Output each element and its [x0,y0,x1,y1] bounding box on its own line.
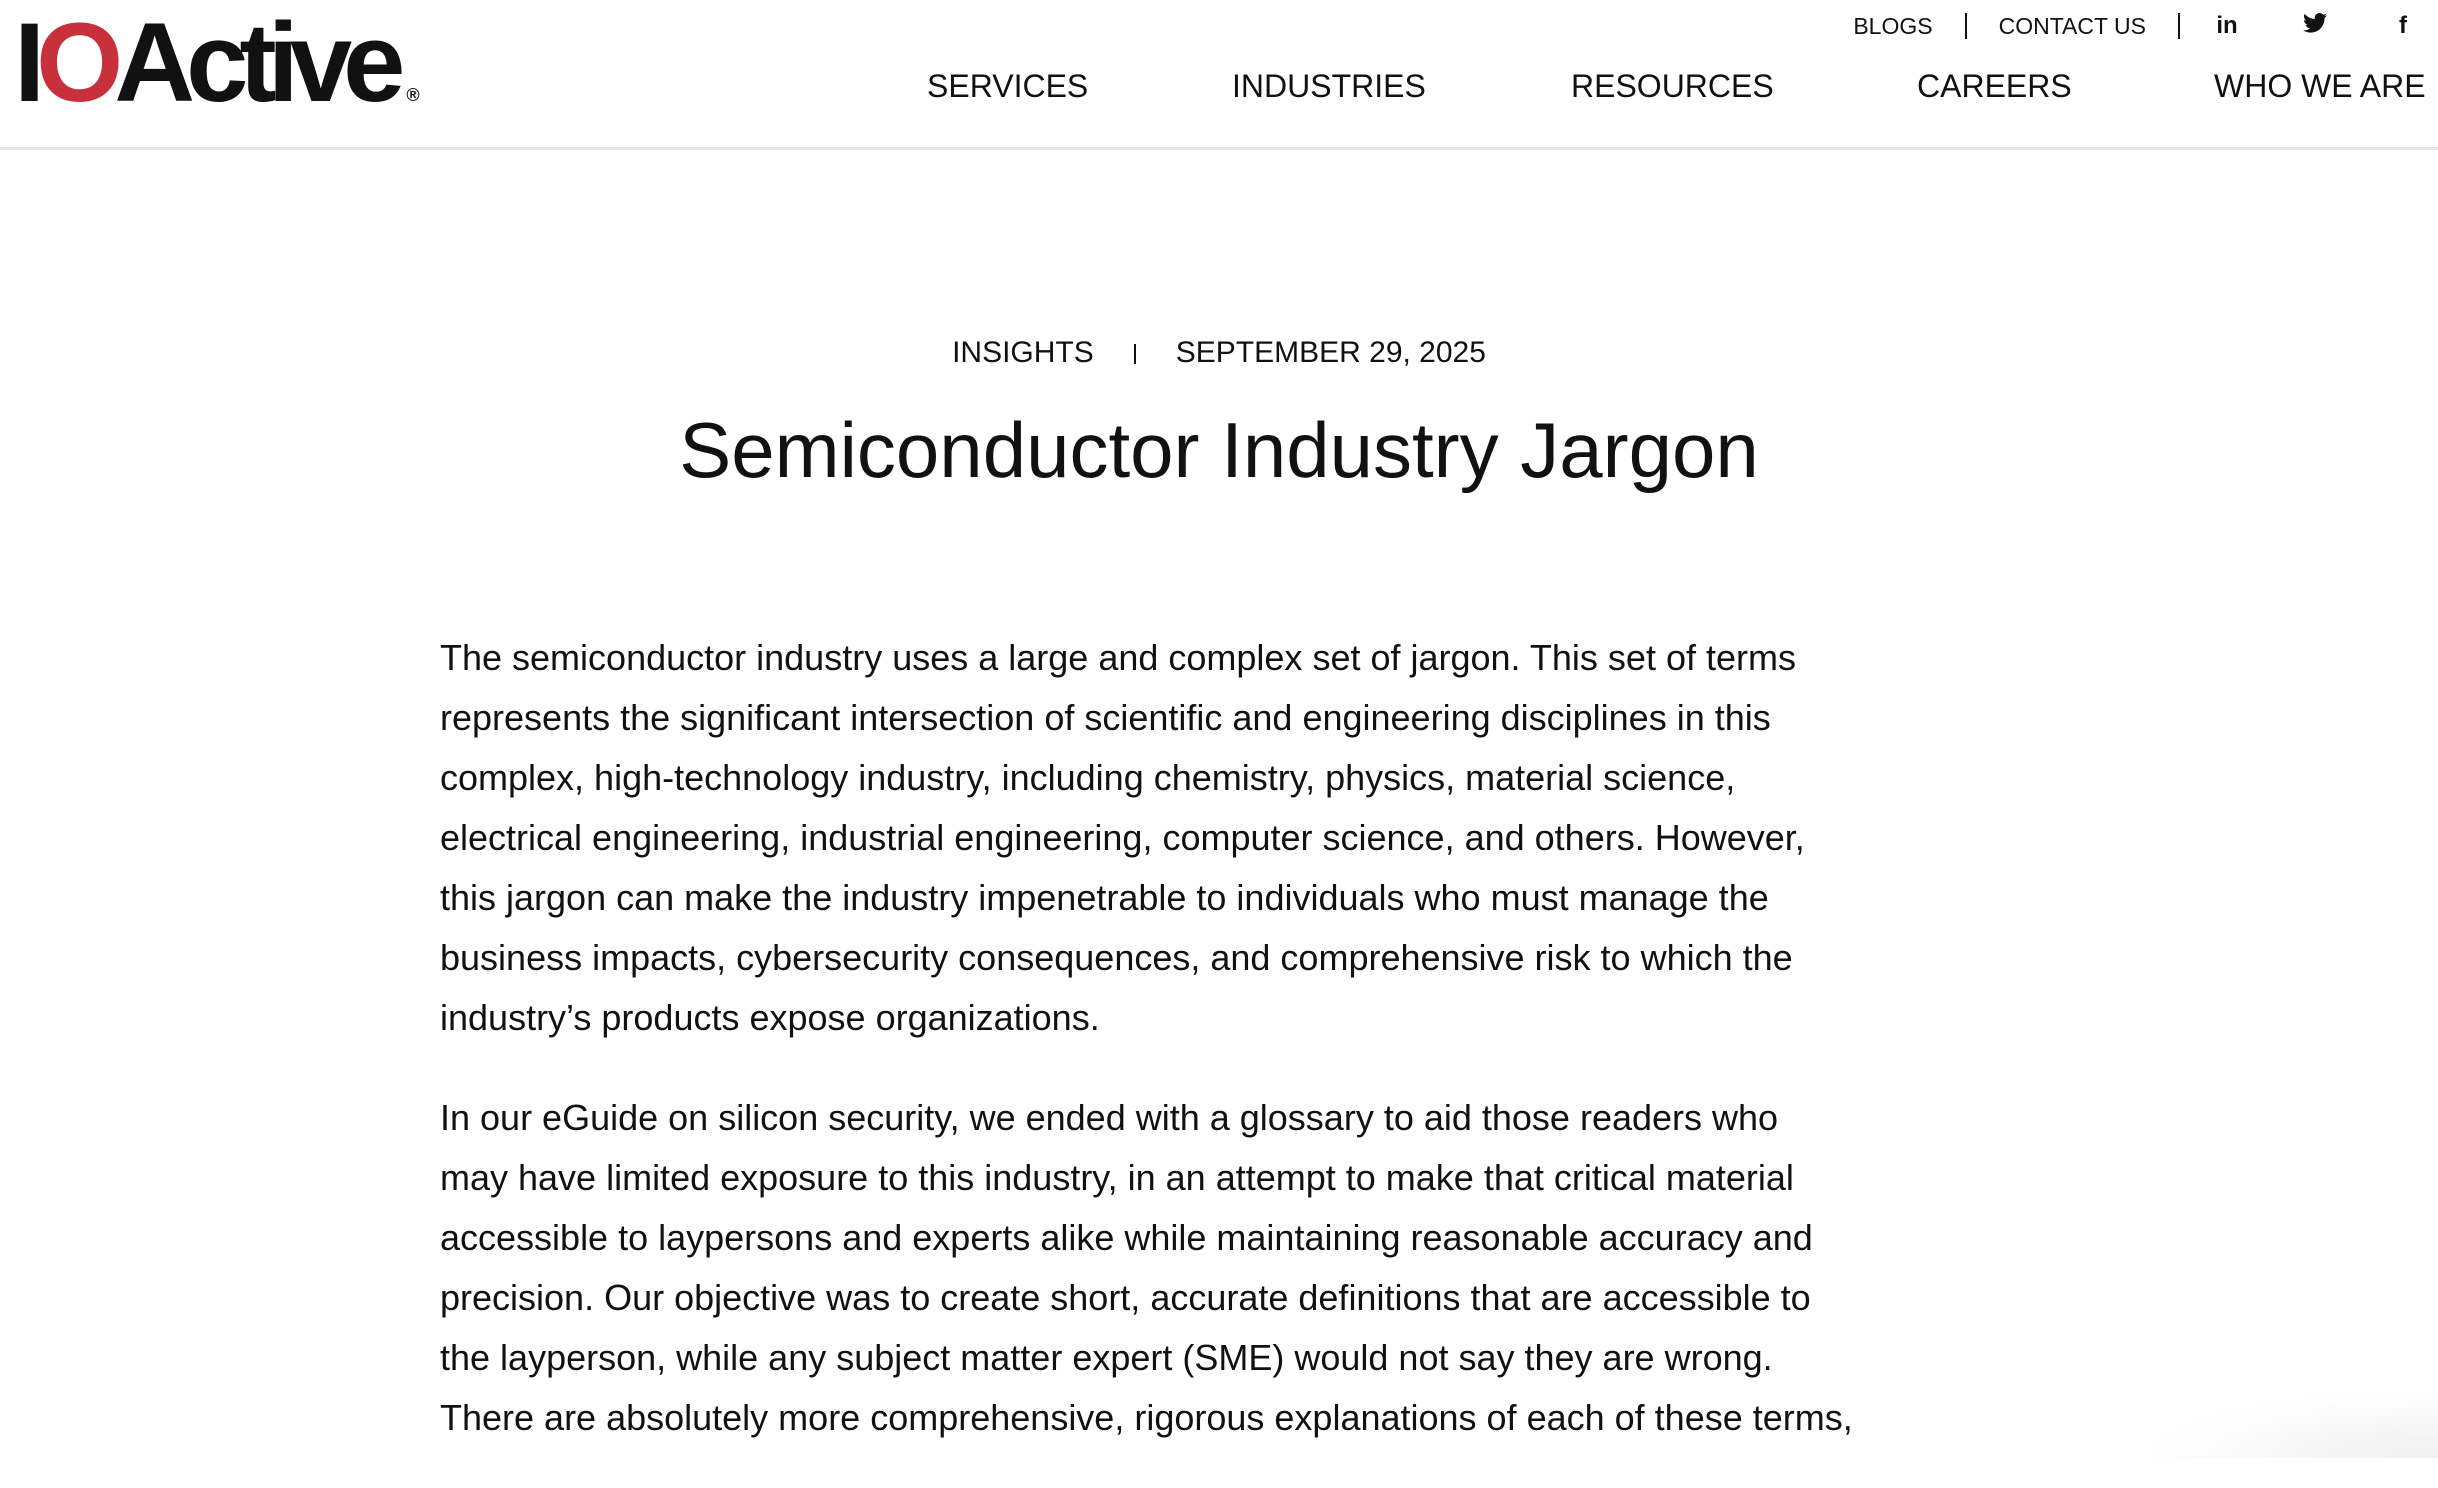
text-line: There are absolutely more comprehensive, rigorous explanations of each of these terms, [440,1397,1853,1438]
paragraph [440,1088,2020,1448]
text-line: represents the significant intersection of scientific and engineering disciplines in this [440,697,1771,738]
corner-shadow [2138,1388,2438,1458]
logo-registered: ® [406,85,420,105]
site-header [0,0,2438,150]
blogs-link[interactable]: BLOGS [1853,12,1933,39]
logo-o: O [36,0,115,125]
twitter-icon[interactable] [2300,12,2330,40]
nav-careers[interactable]: CAREERS [1917,68,2072,104]
paragraph [440,628,2020,1048]
nav-resources[interactable]: RESOURCES [1571,68,1774,104]
text-line: industry’s products expose organizations. [440,997,1100,1038]
text-line: the layperson, while any subject matter expert (SME) would not say they are wrong. [440,1337,1773,1378]
text-line: In our eGuide on silicon security, we ended with a glossary to aid those readers who [440,1097,1779,1138]
linkedin-icon[interactable]: in [2216,12,2238,39]
text-line: complex, high-technology industry, including chemistry, physics, material science, [440,757,1736,798]
utility-links [1853,10,2418,42]
divider [1965,13,1967,39]
nav-who-we-are[interactable]: WHO WE ARE [2214,68,2426,104]
logo-i: I [14,0,37,125]
nav-industries[interactable]: INDUSTRIES [1232,68,1426,104]
divider [1134,344,1136,364]
divider [2178,13,2180,39]
page-title: Semiconductor Industry Jargon [679,406,1759,494]
text-line: accessible to laypersons and experts alike while maintaining reasonable accuracy and [440,1217,1813,1258]
article-meta [0,336,2438,370]
text-line: this jargon can make the industry impenetrable to individuals who must manage the [440,877,1769,918]
contact-us-link[interactable]: CONTACT US [1998,12,2146,39]
text-line: The semiconductor industry uses a large and complex set of jargon. This set of terms [440,637,1796,678]
text-line: electrical engineering, industrial engineering, computer science, and others. However, [440,817,1805,858]
logo-active: Active [114,0,397,125]
text-line: precision. Our objective was to create short, accurate definitions that are accessible to [440,1277,1811,1318]
nav-services[interactable]: SERVICES [927,68,1089,104]
text-line: may have limited exposure to this industry, in an attempt to make that critical material [440,1157,1794,1198]
article-category[interactable]: INSIGHTS [952,336,1094,369]
article-date: SEPTEMBER 29, 2025 [1175,336,1486,369]
text-line: business impacts, cybersecurity consequences, and comprehensive risk to which the [440,937,1793,978]
facebook-icon[interactable]: f [2399,12,2407,39]
article-body [440,628,2020,1488]
ioactive-logo[interactable] [14,0,420,150]
